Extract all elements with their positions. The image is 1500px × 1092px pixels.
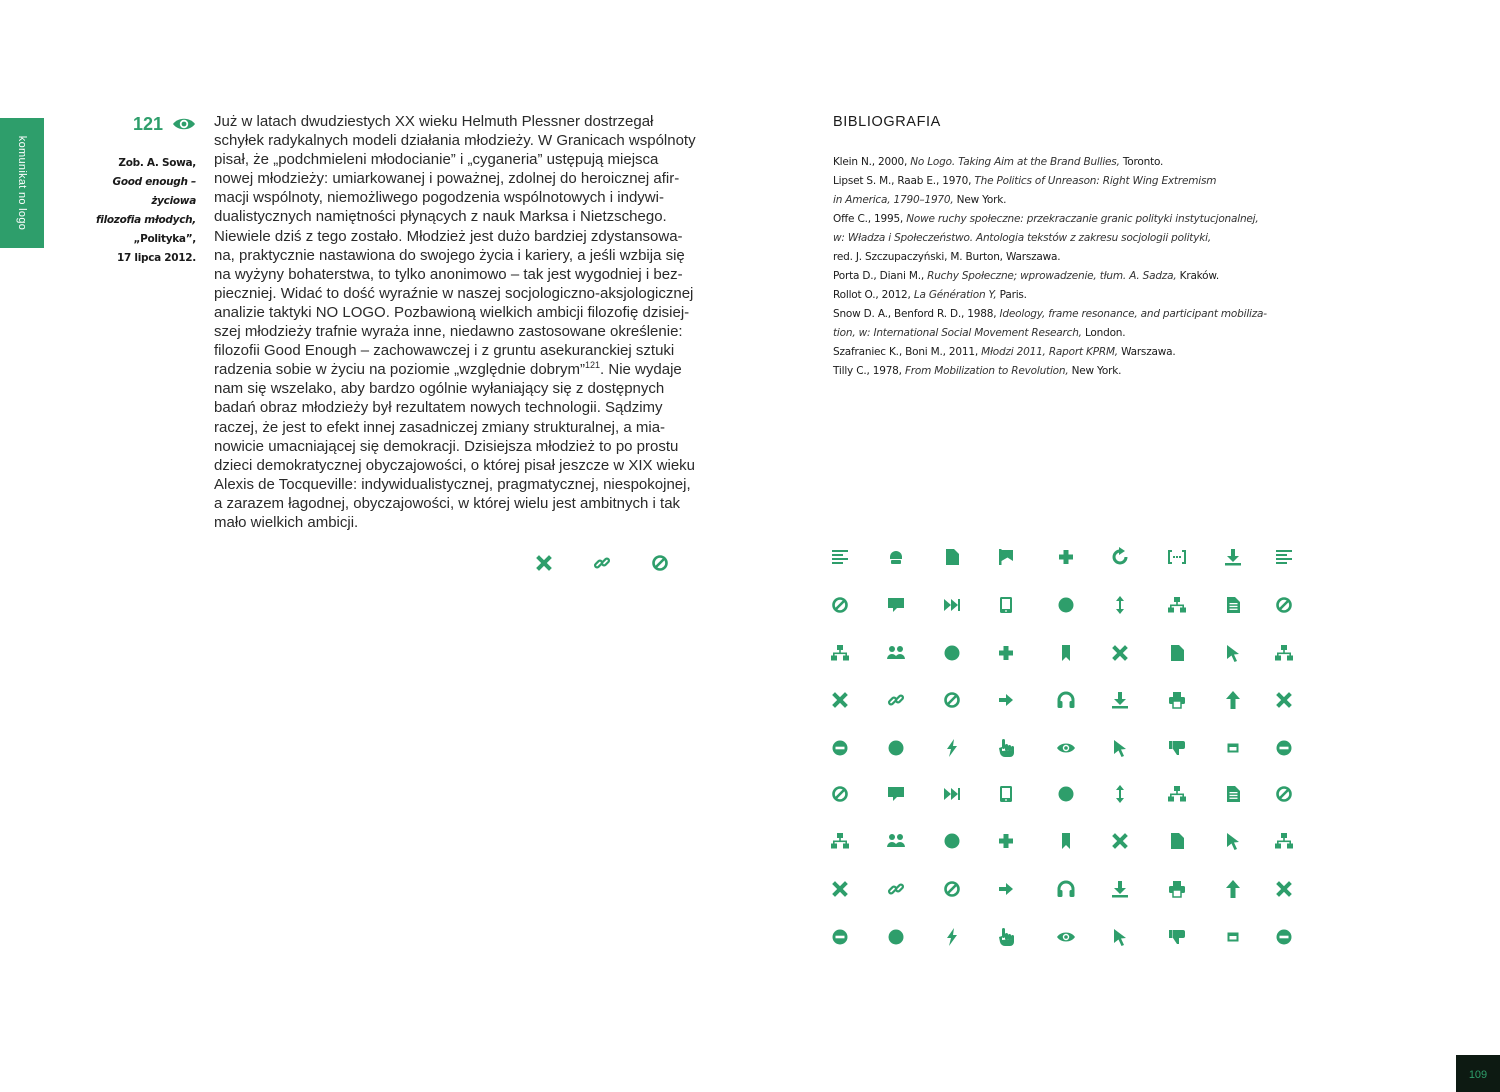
text-line: analizie taktyki NO LOGO. Pozbawioną wielkich ambicji filozofię dzisiej-	[214, 303, 690, 321]
download-icon	[1223, 547, 1243, 567]
bibliography-title-fragment: No Logo. Taking Aim at the Brand Bullies,	[910, 156, 1120, 168]
close-icon	[534, 553, 554, 573]
text-fragment: . Nie wydaje	[600, 361, 682, 379]
footnote-line: 17 lipca 2012.	[117, 252, 196, 264]
ban-icon	[942, 690, 962, 710]
align-left-icon	[1274, 547, 1294, 567]
bookmark-icon	[1056, 643, 1076, 663]
sitemap-icon	[830, 831, 850, 851]
eye-icon	[1056, 738, 1076, 758]
expand-icon	[1167, 547, 1187, 567]
users-icon	[886, 831, 906, 851]
bibliography-line	[833, 191, 1313, 210]
sitemap-icon	[1167, 595, 1187, 615]
circle-icon	[1056, 784, 1076, 804]
thumbs-down-icon	[1167, 927, 1187, 947]
text-line: Już w latach dwudziestych XX wieku Helmuth Plessner dostrzegał	[214, 113, 654, 130]
bibliography-title-fragment: The Politics of Unreason: Right Wing Extremism	[974, 175, 1217, 187]
bibliography-fragment: Snow D. A., Benford R. D., 1988,	[833, 308, 1000, 320]
bibliography-fragment: London.	[1081, 327, 1126, 339]
bibliography-title-fragment: Ideology, frame resonance, and participant mobiliza-	[999, 308, 1267, 320]
flag-icon	[996, 547, 1016, 567]
ban-icon	[830, 784, 850, 804]
arrow-right-icon	[996, 879, 1016, 899]
download-icon	[1110, 879, 1130, 899]
close-icon	[1110, 831, 1130, 851]
plus-icon	[1056, 547, 1076, 567]
page-number: 109	[1468, 1069, 1488, 1081]
sitemap-icon	[830, 643, 850, 663]
download-icon	[1110, 690, 1130, 710]
text-line: nowej młodzieży: umiarkowanej i poważnej, zdolnej do heroicznej afir-	[214, 170, 680, 188]
close-icon	[1274, 879, 1294, 899]
bibliography-line	[833, 229, 1313, 248]
bolt-icon	[942, 927, 962, 947]
bibliography-line	[833, 153, 1313, 172]
text-line: filozofii Good Enough – zachowawczej i z gruntu asekuranckiej sztuki	[214, 342, 675, 360]
bibliography-fragment: New York.	[1068, 365, 1122, 377]
bibliography-fragment: Paris.	[996, 289, 1027, 301]
text-line: dualistycznych namiętności płynących z nauk Marksa i Nietzschego.	[214, 208, 667, 226]
text-line: mało wielkich ambicji.	[214, 513, 359, 531]
arrow-up-icon	[1223, 690, 1243, 710]
text-line: Alexis de Tocqueville: indywidualistycznej, pragmatycznej, niespokojnej,	[214, 475, 691, 493]
bookmark-icon	[1056, 831, 1076, 851]
bibliography-title-fragment: w: Władza i Społeczeństwo. Antologia tekstów z zakresu socjologii polityki,	[833, 232, 1211, 244]
side-tab	[0, 118, 44, 248]
plus-icon	[996, 831, 1016, 851]
minus-circle-icon	[830, 927, 850, 947]
text-line: badań obraz młodzieży był rezultatem nowych technologii. Sądzimy	[214, 399, 663, 417]
bibliography-title-fragment: From Mobilization to Revolution,	[904, 365, 1069, 377]
file-text-icon	[1223, 784, 1243, 804]
bibliography-fragment: red. J. Szczupaczyński, M. Burton, Warszawa.	[833, 251, 1061, 263]
ban-icon	[942, 879, 962, 899]
window-icon	[1223, 927, 1243, 947]
minus-circle-icon	[1274, 738, 1294, 758]
comment-icon	[886, 784, 906, 804]
footnote-reference[interactable]: 121	[585, 360, 601, 371]
document-icon	[1167, 831, 1187, 851]
text-line: dzieci demokratycznej obyczajowości, o której pisał jeszcze w XIX wieku	[214, 456, 696, 474]
fast-forward-icon	[942, 784, 962, 804]
hand-pointer-icon	[996, 927, 1016, 947]
close-icon	[1274, 690, 1294, 710]
bolt-icon	[942, 738, 962, 758]
vertical-arrows-icon	[1110, 784, 1130, 804]
footnote-line: filozofia młodych,	[96, 214, 196, 226]
bibliography-line	[833, 324, 1313, 343]
comment-icon	[886, 595, 906, 615]
circle-icon	[1056, 595, 1076, 615]
bibliography-line	[833, 343, 1313, 362]
arrow-up-icon	[1223, 879, 1243, 899]
bibliography-title-fragment: Nowe ruchy społeczne: przekraczanie granic polityki instytucjonalnej,	[906, 213, 1259, 225]
bibliography-line	[833, 305, 1313, 324]
bibliography-fragment: Lipset S. M., Raab E., 1970,	[833, 175, 975, 187]
helmet-icon	[886, 547, 906, 567]
bibliography-fragment: Toronto.	[1119, 156, 1164, 168]
link-icon	[592, 553, 612, 573]
fast-forward-icon	[942, 595, 962, 615]
footnote-number: 121	[133, 114, 164, 134]
text-line: na, praktycznie nastawiona do swojego życia i kariery, a jeśli wzbija się	[214, 246, 685, 264]
side-tab-label: komunikat no logo	[16, 135, 28, 231]
hand-pointer-icon	[996, 738, 1016, 758]
left-icon-row	[0, 553, 700, 573]
sitemap-icon	[1274, 831, 1294, 851]
tablet-icon	[996, 784, 1016, 804]
document-icon	[1167, 643, 1187, 663]
circle-icon	[942, 643, 962, 663]
ban-icon	[1274, 595, 1294, 615]
footnote-text	[66, 154, 196, 268]
ban-icon	[830, 595, 850, 615]
bibliography-title-fragment: Ruchy Społeczne; wprowadzenie, tłum. A. Sadza,	[927, 270, 1177, 282]
text-line: raczej, że jest to efekt innej zasadniczej zmiany strukturalnej, a mia-	[214, 418, 666, 436]
arrow-right-icon	[996, 690, 1016, 710]
circle-icon	[886, 738, 906, 758]
bibliography-line	[833, 286, 1313, 305]
print-icon	[1167, 879, 1187, 899]
bibliography-title: BIBLIOGRAFIA	[833, 114, 941, 130]
circle-icon	[886, 927, 906, 947]
text-line: szej młodzieży trafnie wyraża inne, niedawno zastosowane określenie:	[214, 323, 683, 341]
bibliography-fragment: Klein N., 2000,	[833, 156, 911, 168]
page-number-box	[1456, 1055, 1500, 1092]
bibliography-fragment: Kraków.	[1176, 270, 1219, 282]
document-icon	[942, 547, 962, 567]
text-line: macji wspólnoty, niemożliwego pogodzenia wspólnotowych i indywi-	[214, 189, 664, 207]
text-line: Niewiele dziś z tego zostało. Młodzież jest dużo bardziej zdystansowa-	[214, 227, 683, 245]
bibliography-list	[833, 153, 1313, 381]
bibliography-fragment: Tilly C., 1978,	[833, 365, 905, 377]
thumbs-down-icon	[1167, 738, 1187, 758]
bibliography-fragment: Warszawa.	[1117, 346, 1176, 358]
refresh-icon	[1110, 547, 1130, 567]
close-icon	[830, 879, 850, 899]
cursor-icon	[1110, 927, 1130, 947]
text-line: nowicie umacniającej się demokracji. Dzisiejsza młodzież to po prostu	[214, 437, 679, 455]
text-line: schyłek radykalnych modeli działania młodzieży. W Granicach wspólnoty	[214, 132, 696, 150]
bibliography-line	[833, 248, 1313, 267]
sitemap-icon	[1167, 784, 1187, 804]
bibliography-title-fragment: in America, 1790–1970,	[833, 194, 954, 206]
bibliography-line	[833, 267, 1313, 286]
bibliography-fragment: New York.	[953, 194, 1007, 206]
bibliography-title-fragment: Młodzi 2011, Raport KPRM,	[981, 346, 1118, 358]
tablet-icon	[996, 595, 1016, 615]
bibliography-line	[833, 172, 1313, 191]
close-icon	[1110, 643, 1130, 663]
minus-circle-icon	[830, 738, 850, 758]
plus-icon	[996, 643, 1016, 663]
bibliography-fragment: Szafraniec K., Boni M., 2011,	[833, 346, 982, 358]
vertical-arrows-icon	[1110, 595, 1130, 615]
bibliography-line	[833, 362, 1313, 381]
close-icon	[830, 690, 850, 710]
bibliography-title-fragment: tion, w: International Social Movement Research,	[833, 327, 1082, 339]
text-fragment: radzenia sobie w życiu na poziomie „względnie dobrym”	[214, 361, 586, 379]
footnote-line: „Polityka”,	[133, 233, 196, 245]
link-icon	[886, 879, 906, 899]
sitemap-icon	[1274, 643, 1294, 663]
align-left-icon	[830, 547, 850, 567]
bibliography-line	[833, 210, 1313, 229]
text-line	[214, 360, 684, 379]
file-text-icon	[1223, 595, 1243, 615]
bibliography-fragment: Rollot O., 2012,	[833, 289, 914, 301]
cursor-icon	[1110, 738, 1130, 758]
text-line: nam się wszelako, aby bardzo ogólnie wyłaniający się z dostępnych	[214, 380, 665, 398]
main-text	[214, 112, 696, 532]
ban-icon	[650, 553, 670, 573]
minus-circle-icon	[1274, 927, 1294, 947]
text-line: pieczniej. Widać to dość wyraźnie w naszej socjologiczno-aksjologicznej	[214, 284, 694, 302]
bibliography-fragment: Offe C., 1995,	[833, 213, 907, 225]
circle-icon	[942, 831, 962, 851]
eye-icon	[1056, 927, 1076, 947]
print-icon	[1167, 690, 1187, 710]
window-icon	[1223, 738, 1243, 758]
icon-grid	[820, 538, 1300, 958]
text-line: pisał, że „podchmieleni młodocianie” i „cyganeria” ustępują miejsca	[214, 151, 659, 169]
text-line: a zarazem łagodnej, obyczajowości, w której wielu jest ambitnych i tak	[214, 494, 681, 512]
cursor-icon	[1223, 643, 1243, 663]
ban-icon	[1274, 784, 1294, 804]
text-line: na wyżyny bohaterstwa, to tylko anonimowo – tak jest wygodniej i bez-	[214, 265, 683, 283]
cursor-icon	[1223, 831, 1243, 851]
users-icon	[886, 643, 906, 663]
link-icon	[886, 690, 906, 710]
bibliography-title-fragment: La Génération Y,	[913, 289, 997, 301]
footnote-line: Good enough – życiowa	[112, 176, 196, 207]
headphones-icon	[1056, 690, 1076, 710]
bibliography-fragment: Porta D., Diani M.,	[833, 270, 928, 282]
headphones-icon	[1056, 879, 1076, 899]
eye-icon	[172, 116, 196, 132]
footnote-line: Zob. A. Sowa,	[118, 157, 196, 169]
